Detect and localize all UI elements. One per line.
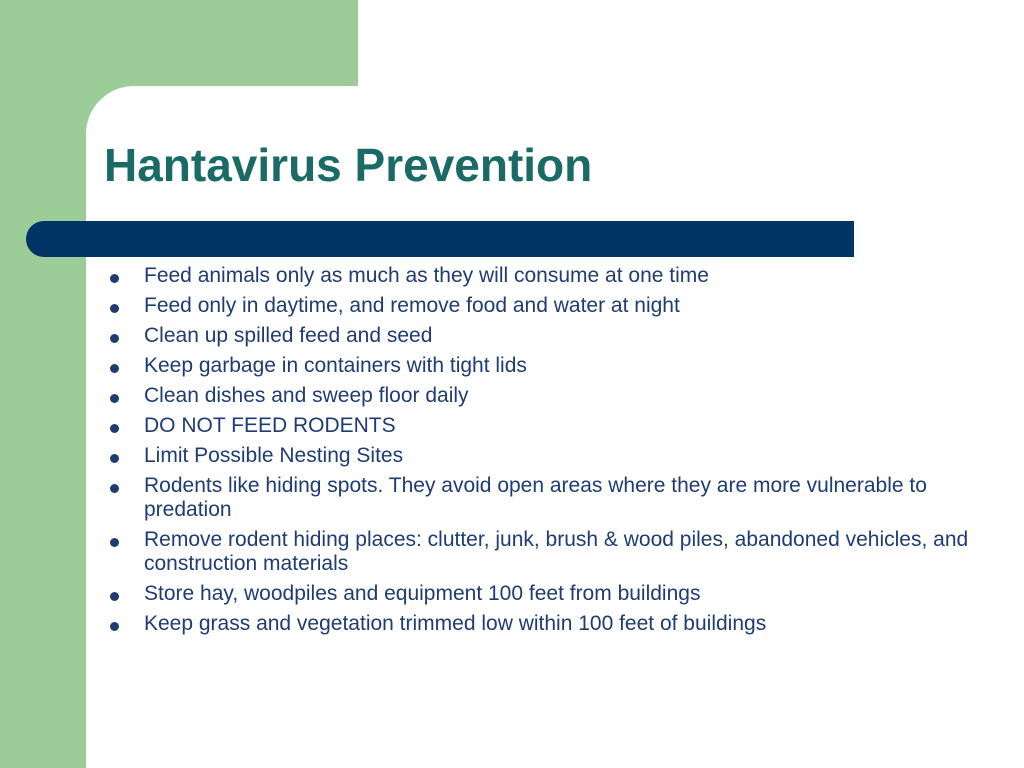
bullet-text: Clean dishes and sweep floor daily [144, 384, 469, 407]
bullet-dot-icon [110, 304, 119, 313]
bullet-text: Store hay, woodpiles and equipment 100 feet from buildings [144, 582, 701, 605]
bullet-text: Keep grass and vegetation trimmed low within 100 feet of buildings [144, 612, 767, 635]
title-underline-bar [26, 221, 854, 257]
bullet-item [104, 582, 984, 606]
bullet-item [104, 444, 984, 468]
bullet-item [104, 528, 984, 576]
bullet-dot-icon [110, 484, 119, 493]
bullet-dot-icon [110, 364, 119, 373]
bullet-dot-icon [110, 394, 119, 403]
bullet-item [104, 474, 984, 522]
bullet-item [104, 294, 984, 318]
bullet-item [104, 324, 984, 348]
bullet-dot-icon [110, 454, 119, 463]
bullet-dot-icon [110, 274, 119, 283]
bullet-dot-icon [110, 622, 119, 631]
bullet-item [104, 612, 984, 636]
green-side-band [0, 0, 86, 768]
bullet-item [104, 384, 984, 408]
bullet-text: Remove rodent hiding places: clutter, junk, brush & wood piles, abandoned vehicles, and construction materials [144, 528, 969, 575]
bullet-dot-icon [110, 424, 119, 433]
bullet-item [104, 414, 984, 438]
bullet-text: Feed only in daytime, and remove food and water at night [144, 294, 680, 317]
bullet-item [104, 264, 984, 288]
bullet-dot-icon [110, 538, 119, 547]
bullet-list [104, 264, 984, 642]
bullet-text: Rodents like hiding spots. They avoid open areas where they are more vulnerable to predation [144, 474, 927, 521]
bullet-item [104, 354, 984, 378]
bullet-text: DO NOT FEED RODENTS [144, 414, 396, 437]
slide-title: Hantavirus Prevention [104, 139, 593, 191]
bullet-text: Limit Possible Nesting Sites [144, 444, 404, 467]
bullet-text: Keep garbage in containers with tight lids [144, 354, 527, 377]
bullet-dot-icon [110, 592, 119, 601]
bullet-dot-icon [110, 334, 119, 343]
bullet-text: Clean up spilled feed and seed [144, 324, 433, 347]
green-top-band [0, 0, 358, 86]
bullet-text: Feed animals only as much as they will consume at one time [144, 264, 709, 287]
